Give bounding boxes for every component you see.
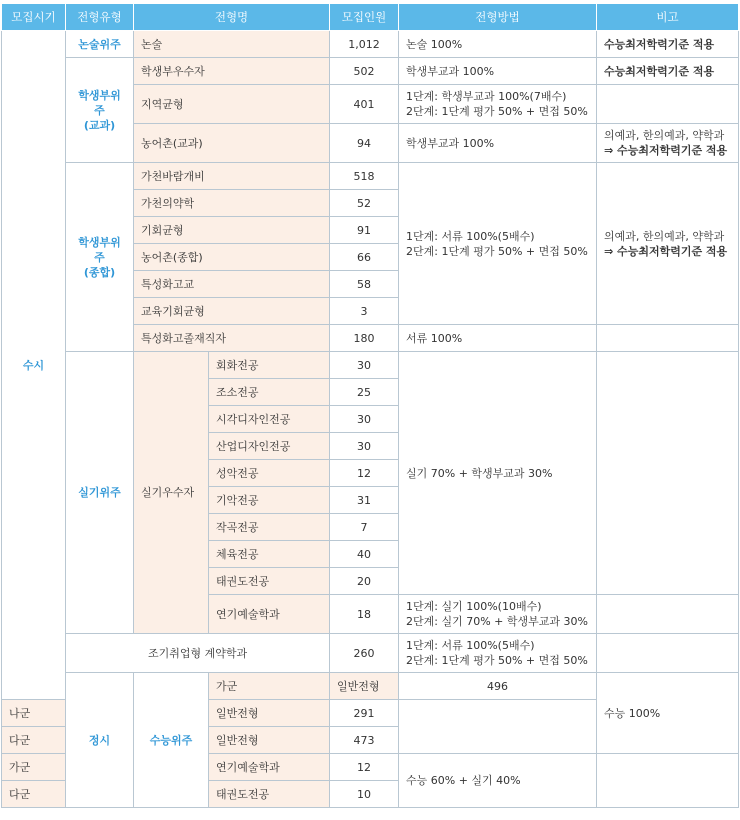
count-cell: 518	[330, 163, 399, 190]
header-note: 비고	[597, 4, 739, 31]
type-label: 학생부위주	[78, 88, 121, 117]
count-cell: 91	[330, 217, 399, 244]
method-cell: 수능 60% + 실기 40%	[399, 754, 597, 808]
header-period: 모집시기	[2, 4, 66, 31]
method-cell	[399, 595, 597, 634]
note-line: 의예과, 한의예과, 약학과	[604, 229, 725, 243]
method-cell: 학생부교과 100%	[399, 124, 597, 163]
count-cell: 30	[330, 352, 399, 379]
count-cell: 12	[330, 460, 399, 487]
count-cell: 25	[330, 379, 399, 406]
count-cell: 260	[330, 634, 399, 673]
count-cell: 18	[330, 595, 399, 634]
count-cell: 30	[330, 406, 399, 433]
count-cell: 496	[399, 673, 597, 700]
method-line: 2단계: 1단계 평가 50% + 면접 50%	[406, 654, 588, 667]
major-cell: 연기예술학과	[209, 595, 330, 634]
table-row	[2, 673, 739, 700]
table-row	[2, 58, 739, 85]
method-line: 2단계: 실기 70% + 학생부교과 30%	[406, 615, 588, 628]
table-row	[2, 31, 739, 58]
method-cell	[399, 163, 597, 325]
type-hakbu-gyogwa	[66, 58, 134, 163]
type-suneung: 수능위주	[134, 673, 209, 808]
major-cell: 태권도전공	[209, 568, 330, 595]
header-count: 모집인원	[330, 4, 399, 31]
count-cell: 66	[330, 244, 399, 271]
method-line: 2단계: 1단계 평가 50% + 면접 50%	[406, 105, 588, 118]
count-cell: 31	[330, 487, 399, 514]
name-cell: 연기예술학과	[209, 754, 330, 781]
major-cell: 작곡전공	[209, 514, 330, 541]
count-cell: 180	[330, 325, 399, 352]
table-row	[2, 352, 739, 379]
type-label: (교과)	[83, 118, 116, 132]
method-line: 2단계: 1단계 평가 50% + 면접 50%	[406, 244, 588, 258]
note-cell	[597, 124, 739, 163]
gun-cell: 다군	[2, 781, 66, 808]
method-cell: 수능 100%	[597, 673, 739, 754]
name-cell: 지역균형	[134, 85, 330, 124]
type-label: (종합)	[83, 265, 116, 279]
name-cell: 농어촌(교과)	[134, 124, 330, 163]
method-cell	[399, 85, 597, 124]
table-row	[2, 163, 739, 190]
method-cell: 서류 100%	[399, 325, 597, 352]
name-cell: 일반전형	[209, 727, 330, 754]
type-nonsul: 논술위주	[66, 31, 134, 58]
count-cell: 3	[330, 298, 399, 325]
method-line: 1단계: 실기 100%(10배수)	[406, 600, 542, 613]
count-cell: 1,012	[330, 31, 399, 58]
name-cell: 논술	[134, 31, 330, 58]
method-line: 1단계: 학생부교과 100%(7배수)	[406, 90, 567, 103]
note-cell	[597, 352, 739, 595]
note-cell: 수능최저학력기준 적용	[597, 31, 739, 58]
header-name: 전형명	[134, 4, 330, 31]
header-row	[2, 4, 739, 31]
count-cell: 473	[330, 727, 399, 754]
major-cell: 회화전공	[209, 352, 330, 379]
name-cell: 농어촌(종합)	[134, 244, 330, 271]
name-cell: 가천의약학	[134, 190, 330, 217]
major-cell: 체육전공	[209, 541, 330, 568]
note-cell	[597, 754, 739, 808]
silgi-group-cell: 실기우수자	[134, 352, 209, 634]
note-line: 의예과, 한의예과, 약학과	[604, 129, 725, 142]
count-cell: 7	[330, 514, 399, 541]
note-line: ⇒ 수능최저학력기준 적용	[604, 144, 728, 157]
header-method: 전형방법	[399, 4, 597, 31]
name-cell: 일반전형	[209, 700, 330, 727]
method-line: 1단계: 서류 100%(5배수)	[406, 639, 535, 652]
count-cell: 94	[330, 124, 399, 163]
gun-cell: 가군	[209, 673, 330, 700]
major-cell: 산업디자인전공	[209, 433, 330, 460]
note-cell: 수능최저학력기준 적용	[597, 58, 739, 85]
count-cell: 58	[330, 271, 399, 298]
note-cell	[597, 595, 739, 634]
name-cell: 기회균형	[134, 217, 330, 244]
type-hakbu-jonghap	[66, 163, 134, 352]
note-cell	[597, 163, 739, 325]
note-cell	[597, 325, 739, 352]
name-cell: 특성화고교	[134, 271, 330, 298]
count-cell: 502	[330, 58, 399, 85]
note-line: ⇒ 수능최저학력기준 적용	[604, 244, 728, 258]
count-cell: 291	[330, 700, 399, 727]
method-cell: 논술 100%	[399, 31, 597, 58]
count-cell: 30	[330, 433, 399, 460]
gun-cell: 가군	[2, 754, 66, 781]
method-line: 1단계: 서류 100%(5배수)	[406, 229, 535, 243]
method-cell	[399, 634, 597, 673]
admission-table	[1, 3, 739, 808]
name-cell: 태권도전공	[209, 781, 330, 808]
count-cell: 20	[330, 568, 399, 595]
table-row	[2, 634, 739, 673]
count-cell: 40	[330, 541, 399, 568]
method-cell: 학생부교과 100%	[399, 58, 597, 85]
type-silgi: 실기위주	[66, 352, 134, 634]
note-cell	[597, 85, 739, 124]
name-cell: 가천바람개비	[134, 163, 330, 190]
major-cell: 기악전공	[209, 487, 330, 514]
gun-cell: 다군	[2, 727, 66, 754]
period-susi: 수시	[2, 31, 66, 700]
count-cell: 10	[330, 781, 399, 808]
gun-cell: 나군	[2, 700, 66, 727]
period-jeongsi: 정시	[66, 673, 134, 808]
count-cell: 12	[330, 754, 399, 781]
major-cell: 시각디자인전공	[209, 406, 330, 433]
name-cell: 일반전형	[330, 673, 399, 700]
type-label: 학생부위주	[78, 235, 121, 264]
name-cell: 학생부우수자	[134, 58, 330, 85]
method-cell: 실기 70% + 학생부교과 30%	[399, 352, 597, 595]
name-cell: 조기취업형 계약학과	[66, 634, 330, 673]
name-cell: 특성화고졸재직자	[134, 325, 330, 352]
name-cell: 교육기회균형	[134, 298, 330, 325]
major-cell: 조소전공	[209, 379, 330, 406]
note-cell	[597, 634, 739, 673]
header-type: 전형유형	[66, 4, 134, 31]
count-cell: 52	[330, 190, 399, 217]
count-cell: 401	[330, 85, 399, 124]
major-cell: 성악전공	[209, 460, 330, 487]
